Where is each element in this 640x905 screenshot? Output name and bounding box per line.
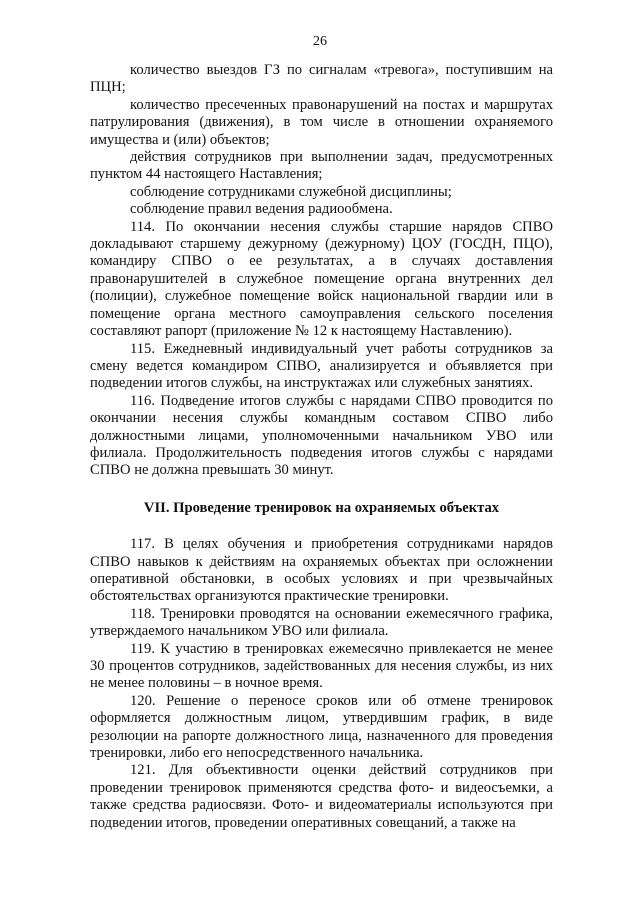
paragraph-117: 117. В целях обучения и приобретения сотрудниками нарядов СПВО навыков к действиям на охраняемых объектах при осложнении оперативной обстановки, в особых условиях и при чрезвычайных обстоятельствах организуются практические тренировки. bbox=[90, 536, 553, 605]
section-heading: VII. Проведение тренировок на охраняемых объектах bbox=[143, 499, 500, 516]
paragraph: соблюдение правил ведения радиообмена. bbox=[130, 201, 393, 218]
document-body bbox=[90, 62, 553, 832]
paragraph: действия сотрудников при выполнении задач, предусмотренных пунктом 44 настоящего Наставления; bbox=[90, 149, 553, 183]
paragraph: количество пресеченных правонарушений на постах и маршрутах патрулирования (движения), в том числе в отношении охраняемого имущества и (или) объектов; bbox=[90, 96, 553, 148]
paragraph: количество выездов ГЗ по сигналам «тревога», поступившим на ПЦН; bbox=[90, 62, 553, 96]
paragraph-114: 114. По окончании несения службы старшие нарядов СПВО докладывают старшему дежурному (дежурному) ЦОУ (ГОСДН, ПЦО), командиру СПВО о ее результатах, а в случаях доставления правонарушителей в служебное помещение органа внутренних дел (полиции), служебное помещение войск национальной гвардии или в помещение органа местного самоуправления сельского поселения составляют рапорт (приложение № 12 к настоящему Наставлению). bbox=[90, 218, 553, 340]
paragraph-115: 115. Ежедневный индивидуальный учет работы сотрудников за смену ведется командиром СПВО, анализируется и объявляется при подведении итогов службы, на инструктажах или служебных занятиях. bbox=[90, 340, 553, 392]
paragraph-116: 116. Подведение итогов службы с нарядами СПВО проводится по окончании несения службы командным составом СПВО либо должностными лицами, уполномоченными начальником УВО или филиала. Продолжительность подведения итогов службы с нарядами СПВО не должна превышать 30 минут. bbox=[90, 392, 553, 479]
page-number: 26 bbox=[313, 34, 327, 49]
paragraph: соблюдение сотрудниками служебной дисциплины; bbox=[130, 183, 452, 200]
paragraph-118: 118. Тренировки проводятся на основании ежемесячного графика, утверждаемого начальником УВО или филиала. bbox=[90, 605, 553, 640]
paragraph-120: 120. Решение о переносе сроков или об отмене тренировок оформляется должностным лицом, утвердившим график, в виде резолюции на рапорте должностного лица, назначенного для проведения тренировки, либо его непосредственного начальника. bbox=[90, 692, 553, 762]
paragraph-119: 119. К участию в тренировках ежемесячно привлекается не менее 30 процентов сотрудников, задействованных для несения службы, из них не менее половины – в ночное время. bbox=[90, 640, 553, 692]
paragraph-121: 121. Для объективности оценки действий сотрудников при проведении тренировок применяются средства фото- и видеосъемки, а также средства радиосвязи. Фото- и видеоматериалы используются при подведении итогов, проведении оперативных совещаний, а также на bbox=[90, 762, 553, 831]
